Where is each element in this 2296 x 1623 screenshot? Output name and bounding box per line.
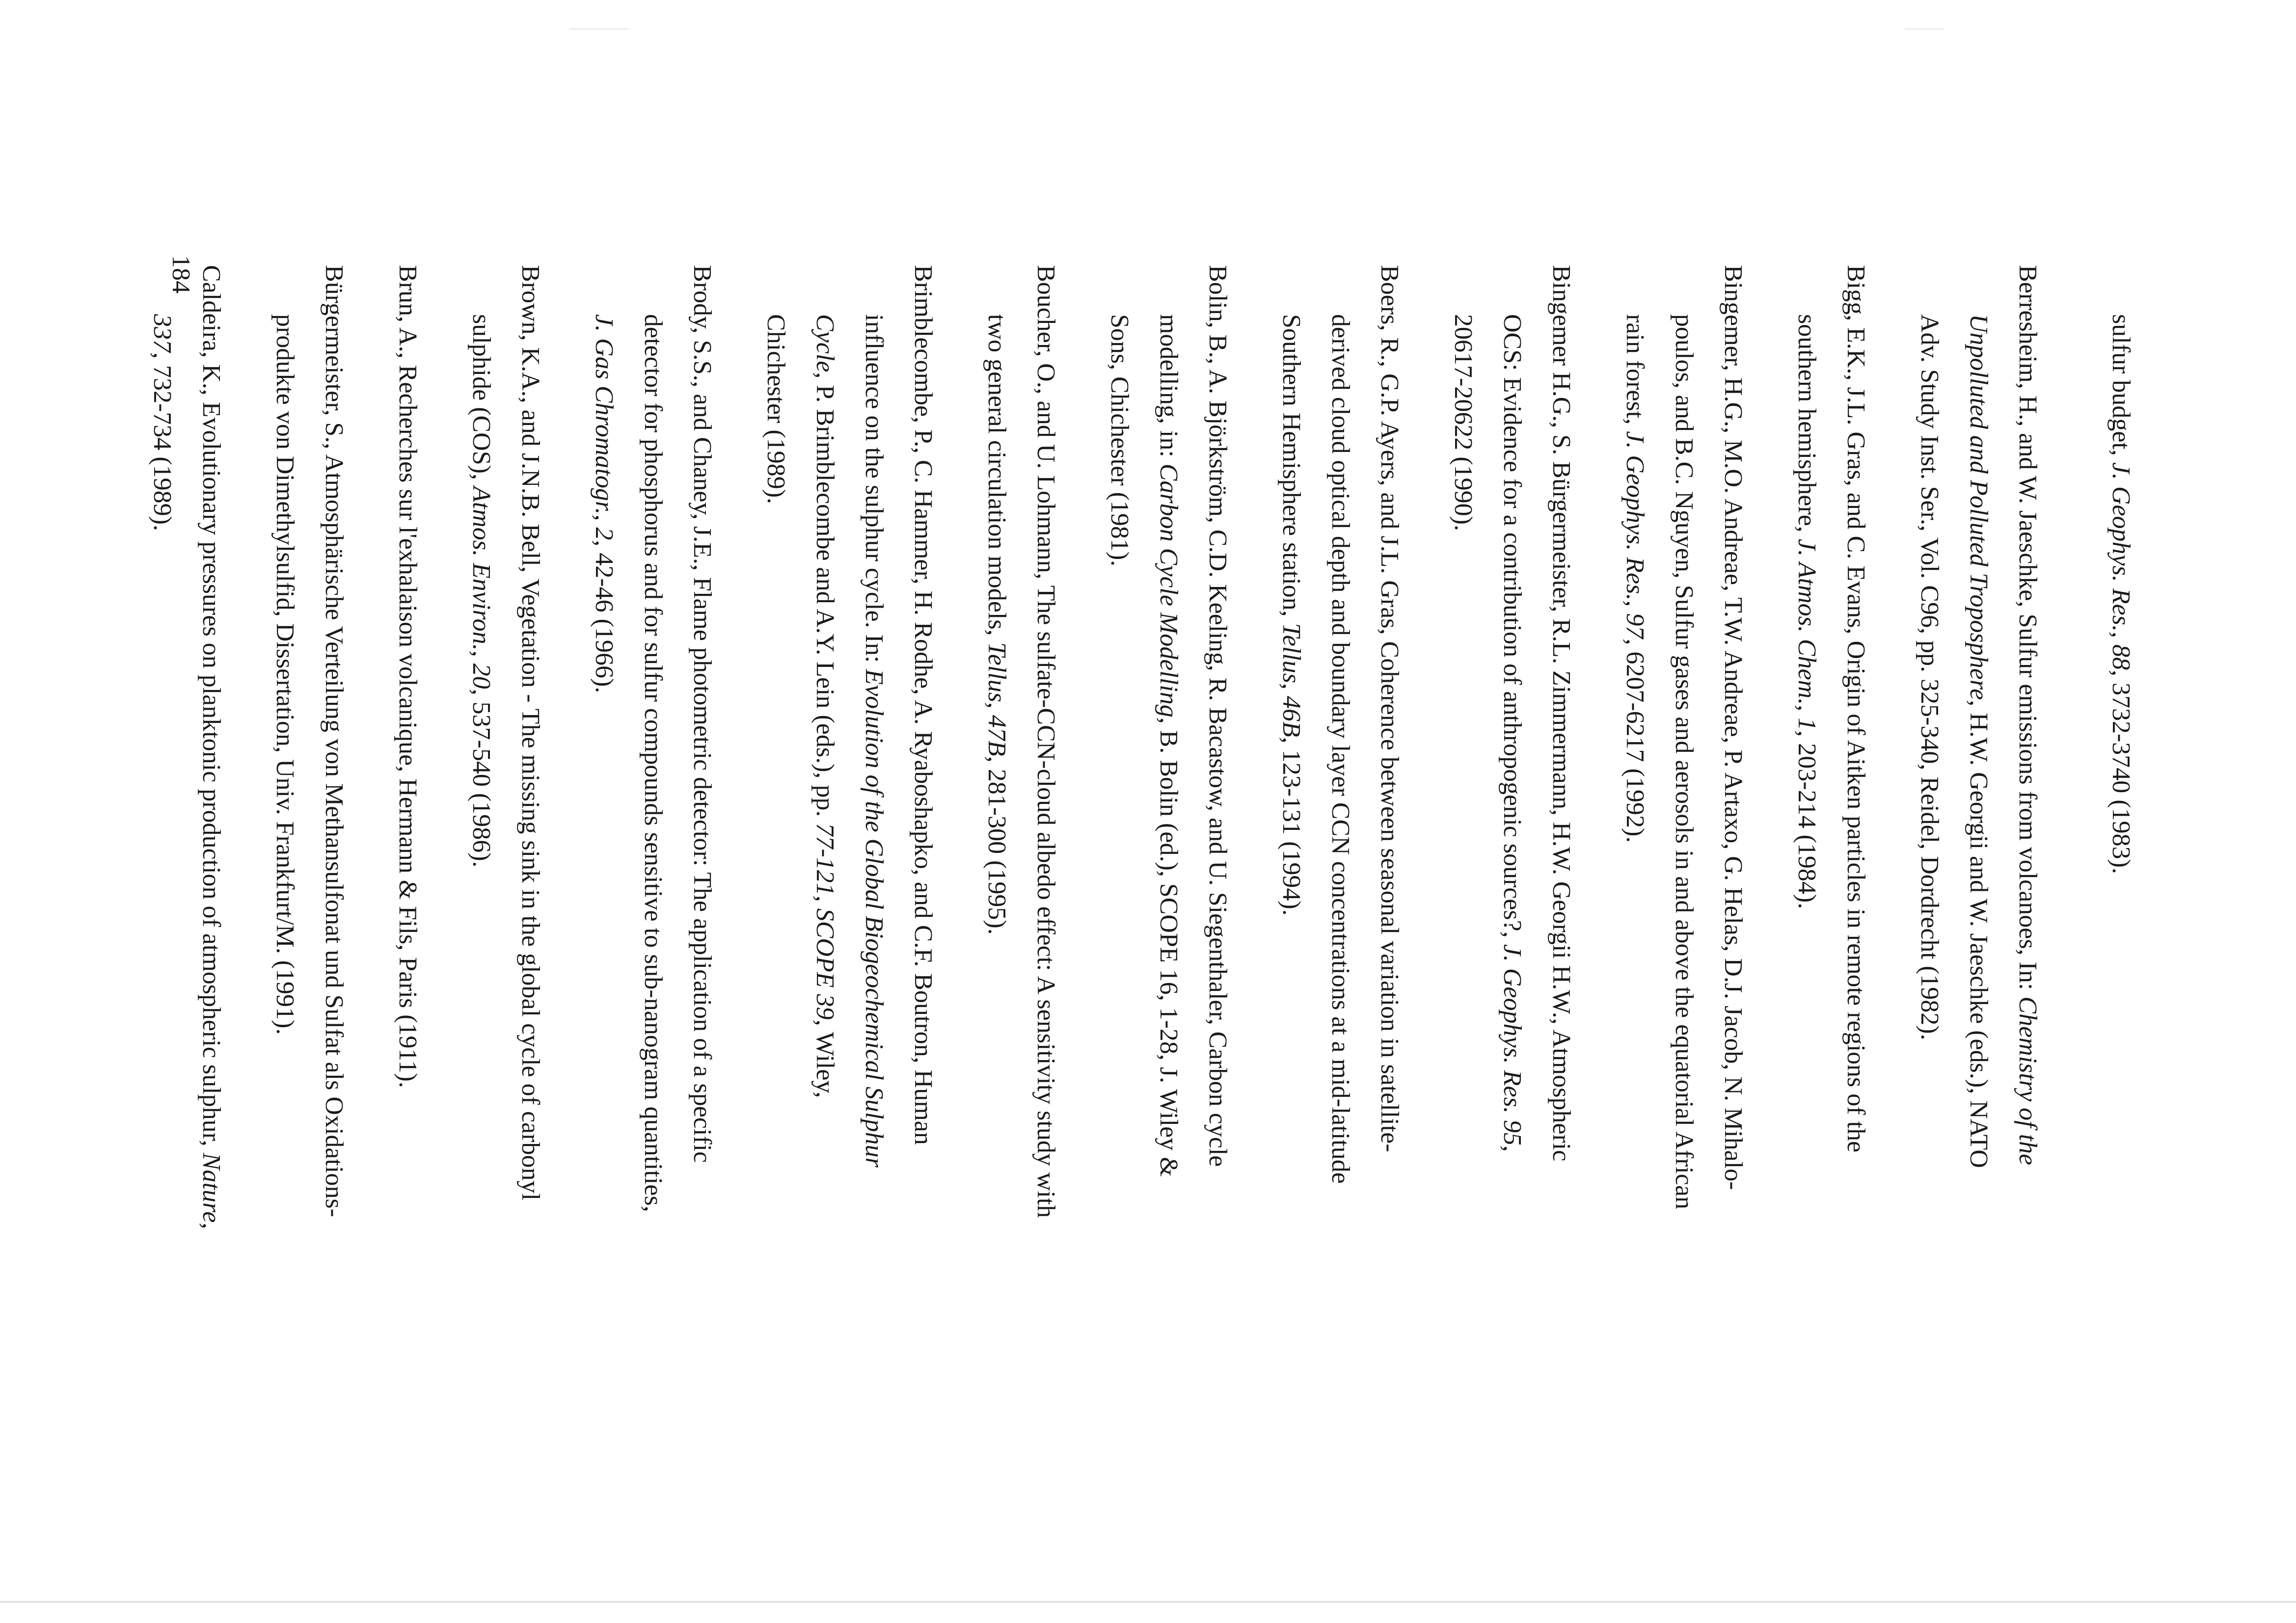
reference-line	[1545, 265, 1577, 1161]
reference-line	[1374, 265, 1405, 1152]
text-segment: ,	[1621, 600, 1649, 613]
text-segment	[1498, 1114, 1526, 1120]
reference-line	[392, 265, 423, 1088]
text-segment: ,	[1498, 1145, 1526, 1152]
text-segment: , P. Brimblecombe and A.Y. Lein (eds.), pp.	[811, 372, 839, 824]
italic-text: Chemistry of the	[2014, 996, 2042, 1166]
text-segment: Adv. Study Inst. Ser., Vol. C96, pp. 325-340, Reidel, Dordrecht (1982).	[1916, 314, 1944, 1040]
text-segment: Brown, K.A., and J.N.B. Bell, Vegetation - The missing sink in the global cycle of carbonyl	[516, 265, 544, 1200]
text-segment: OCS: Evidence for a contribution of anthropogenic sources?,	[1498, 314, 1526, 944]
text-segment: Brimblecombe, P., C. Hammer, H. Rodhe, A. Ryaboshapko, and C.F. Boutron, Human	[909, 265, 937, 1145]
text-segment: southern hemisphere,	[1793, 314, 1821, 539]
text-segment: derived cloud optical depth and boundary layer CCN concentrations at a mid-latitude	[1326, 314, 1354, 1184]
italic-text: J. Geophys. Res.	[1498, 944, 1526, 1114]
reference-line	[1496, 314, 1528, 1152]
text-segment: Chichester (1989).	[762, 314, 790, 505]
text-segment: Boers, R., G.P. Ayers, and J.L. Gras, Coherence between seasonal variation in satellite-	[1376, 265, 1404, 1152]
italic-text: 88	[2107, 644, 2135, 670]
italic-text: 47B	[983, 715, 1011, 756]
text-segment: Berresheim, H., and W. Jaeschke, Sulfur emissions from volcanoes, In:	[2014, 265, 2042, 997]
text-segment: , Wiley,	[811, 1019, 839, 1098]
text-segment: Boucher, O., and U. Lohmann, The sulfate-CCN-cloud albedo effect: A sensitivity study with	[1032, 265, 1060, 1218]
italic-text: 1	[1793, 718, 1821, 731]
italic-text: J. Geophys. Res.	[2107, 462, 2135, 632]
text-segment: rain forest,	[1621, 314, 1649, 431]
text-segment: two general circulation models,	[983, 314, 1011, 642]
reference-line	[146, 314, 178, 531]
reference-line	[981, 314, 1012, 935]
text-segment: , 281-300 (1995).	[983, 756, 1011, 935]
text-segment: , 3732-3740 (1983).	[2107, 669, 2135, 874]
reference-line	[1668, 314, 1700, 1209]
text-segment: Caldeira, K., Evolutionary pressures on planktonic production of atmospheric sulphur,	[197, 265, 225, 1153]
reference-line	[1202, 265, 1233, 1167]
italic-text: 20	[467, 663, 495, 689]
text-segment: ,	[983, 702, 1011, 715]
reference-line	[1153, 314, 1184, 1177]
reference-line	[588, 314, 620, 693]
italic-text: 337	[148, 314, 176, 352]
text-segment: Brody, S.S., and Chaney, J.E., Flame photometric detector: The application of a specific	[688, 265, 716, 1163]
text-segment: detector for phosphorus and for sulfur compounds sensitive to sub-nanogram quantities,	[639, 314, 667, 1212]
italic-text: SCOPE 39	[811, 908, 839, 1020]
italic-text: J. Atmos. Chem.	[1793, 538, 1821, 705]
italic-text: J. Gas Chromatogr.	[590, 314, 618, 515]
reference-line	[465, 314, 497, 868]
text-segment: sulfur budget,	[2107, 314, 2135, 462]
italic-text: Atmos. Environ.	[467, 486, 495, 651]
italic-text: J. Geophys. Res.	[1621, 431, 1649, 601]
reference-line	[686, 265, 718, 1163]
text-segment: Sons, Chichester (1981).	[1106, 314, 1134, 567]
text-segment: Brun, A., Recherches sur l'exhalaison volcanique, Hermann & Fils, Paris (1911).	[394, 265, 422, 1088]
reference-line	[637, 314, 669, 1212]
scan-edge-bottom	[0, 1601, 2296, 1603]
reference-line	[907, 265, 939, 1145]
text-segment: , 203-214 (1984).	[1793, 730, 1821, 909]
text-segment: , 6207-6217 (1992).	[1621, 639, 1649, 843]
reference-line	[2105, 314, 2136, 874]
text-segment: modelling, in:	[1155, 314, 1183, 464]
page-number: 184	[167, 255, 195, 293]
italic-text: Tellus	[1277, 623, 1305, 684]
text-segment: ,	[2107, 631, 2135, 644]
reference-line	[1840, 265, 1871, 1152]
text-segment: Bolin, B., A. Björkström, C.D. Keeling, R. Bacastow, and U. Siegenthaler, Carbon cycle	[1204, 265, 1232, 1167]
italic-text: Nature	[197, 1152, 225, 1223]
reference-line	[1447, 314, 1479, 531]
text-segment: Bigg, E.K., J.L. Gras, and C. Evans, Origin of Aitken particles in remote regions of the	[1842, 265, 1870, 1153]
text-segment: ,	[1277, 683, 1305, 696]
reference-line	[195, 265, 227, 1229]
text-segment: 20617-20622 (1990).	[1449, 314, 1477, 531]
text-segment: , 732-734 (1989).	[148, 352, 176, 531]
text-segment: ,	[467, 650, 495, 664]
italic-text: Evolution of the Global Biogeochemical Sulphur	[860, 669, 888, 1168]
reference-line	[1324, 314, 1356, 1184]
reference-line	[1275, 314, 1307, 916]
italic-text: 2	[590, 527, 618, 540]
italic-text: 95	[1498, 1119, 1526, 1145]
text-segment: ,	[197, 1223, 225, 1229]
reference-line	[1963, 314, 1994, 1168]
italic-text: Unpolluted and Polluted Troposphere	[1965, 314, 1993, 700]
text-segment: poulos, and B.C. Nguyen, Sulfur gases and aerosols in and above the equatorial African	[1670, 314, 1698, 1209]
reference-line	[2012, 265, 2043, 1165]
text-segment: , 537-540 (1986).	[467, 689, 495, 868]
reference-line	[1717, 265, 1749, 1190]
text-segment: sulphide (COS),	[467, 314, 495, 486]
italic-text: Cycle	[811, 314, 839, 372]
text-segment: Bingemer, H.G., M.O. Andreae, T.W. Andreae, P. Artaxo, G. Helas, D.J. Jacob, N. Mihalo-	[1719, 265, 1747, 1190]
scan-artifact-top	[569, 28, 628, 29]
reference-line	[269, 314, 300, 1035]
reference-line	[1791, 314, 1822, 909]
text-segment: Bürgermeister, S., Atmosphärische Verteilung von Methansulfonat und Sulfat als Oxidations-	[320, 265, 348, 1217]
text-segment: , B. Bolin (ed.), SCOPE 16, 1-28, J. Wiley &	[1155, 717, 1183, 1177]
reference-line	[858, 314, 890, 1168]
reference-line	[760, 314, 791, 504]
italic-text: Tellus	[983, 642, 1011, 702]
text-segment: , 123-131 (1994).	[1277, 737, 1305, 916]
reference-line	[1914, 314, 1945, 1040]
italic-text: 97	[1621, 613, 1649, 639]
text-segment: Southern Hemisphere station,	[1277, 314, 1305, 623]
text-segment: , H.W. Georgii and W. Jaeschke (eds.), NATO	[1965, 700, 1993, 1168]
reference-line	[809, 314, 840, 1098]
text-segment: ,	[811, 895, 839, 908]
italic-text: 77-121	[811, 823, 839, 896]
text-segment: ,	[590, 514, 618, 528]
text-segment: produkte von Dimethylsulfid, Dissertation, Univ. Frankfurt/M. (1991).	[271, 314, 299, 1035]
scan-artifact-top	[1905, 28, 1944, 29]
reference-line	[1104, 314, 1135, 566]
reference-line	[318, 265, 350, 1217]
italic-text: Carbon Cycle Modelling	[1155, 463, 1183, 718]
text-segment: Bingemer H.G., S. Bürgermeister, R.L. Zimmermann, H.W. Georgii H.W., Atmospheric	[1547, 265, 1575, 1162]
reference-line	[1030, 265, 1061, 1218]
reference-line	[514, 265, 546, 1200]
text-segment: , 42-46 (1966).	[590, 540, 618, 693]
text-segment: ,	[1793, 705, 1821, 718]
italic-text: 46B	[1277, 696, 1305, 737]
reference-line	[1619, 314, 1650, 843]
text-segment: influence on the sulphur cycle. In:	[860, 314, 888, 669]
